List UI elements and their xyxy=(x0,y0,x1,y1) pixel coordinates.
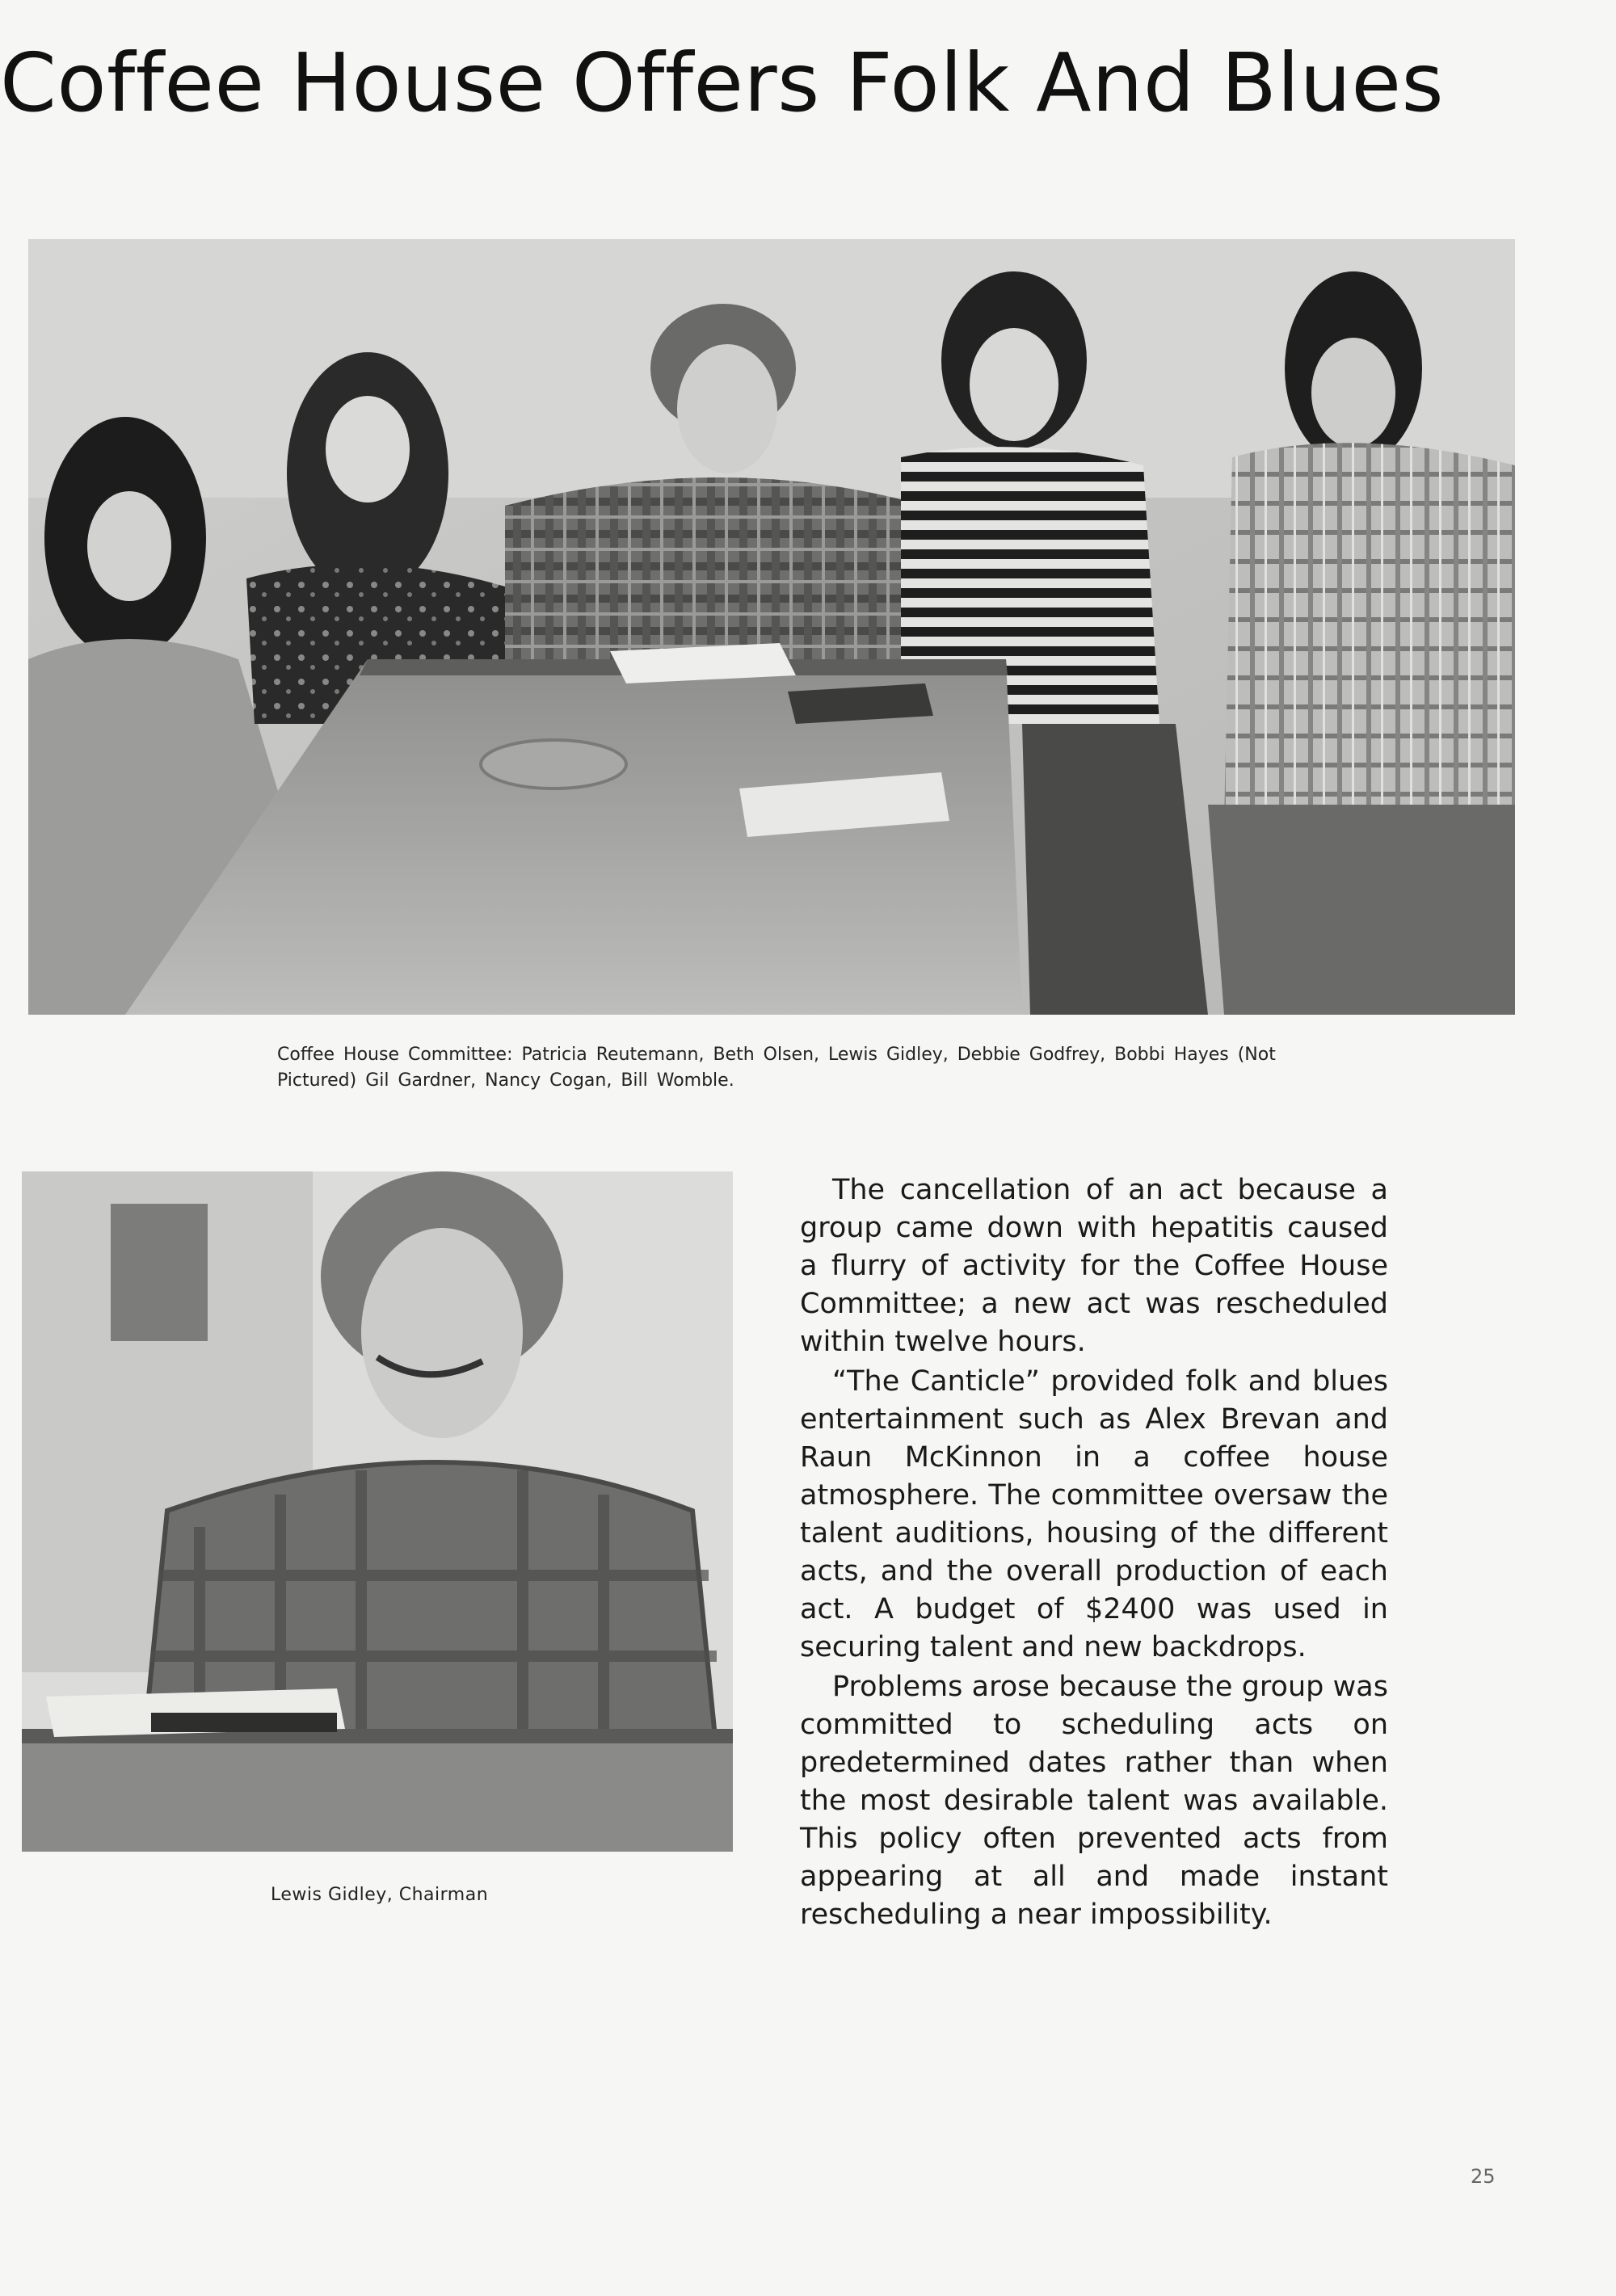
article-paragraph: “The Canticle” provided folk and blues entertainment such as Alex Brevan and Raun McKinnon in a coffee house atmosphere. The committee oversaw the talent auditions, housing of the different acts, and the overall production of each act. A budget of $2400 was used in securing talent and new backdrops. xyxy=(800,1365,1388,1663)
group-photo-caption: Coffee House Committee: Patricia Reutemann, Beth Olsen, Lewis Gidley, Debbie Godfrey, Bobbi Hayes (Not Pictured) Gil Gardner, Nancy Cogan, Bill Womble. xyxy=(277,1045,1276,1091)
portrait-photo xyxy=(22,1171,733,1852)
portrait-photo-caption: Lewis Gidley, Chairman xyxy=(271,1885,489,1905)
article-body xyxy=(800,1171,1388,1936)
group-photo-image xyxy=(28,239,1515,1015)
article-paragraph: The cancellation of an act because a group came down with hepatitis caused a flurry of activity for the Coffee House Committee; a new act was rescheduled within twelve hours. xyxy=(800,1174,1388,1358)
group-photo xyxy=(28,239,1515,1015)
portrait-photo-image xyxy=(22,1171,733,1852)
page-number: 25 xyxy=(1471,2165,1496,2188)
page-headline: Coffee House Offers Folk And Blues xyxy=(0,36,1445,130)
article-paragraph: Problems arose because the group was committed to scheduling acts on predetermined dates rather than when the most desirable talent was available. This policy often prevented acts from appearing at all and made instant rescheduling a near impossibility. xyxy=(800,1671,1388,1931)
